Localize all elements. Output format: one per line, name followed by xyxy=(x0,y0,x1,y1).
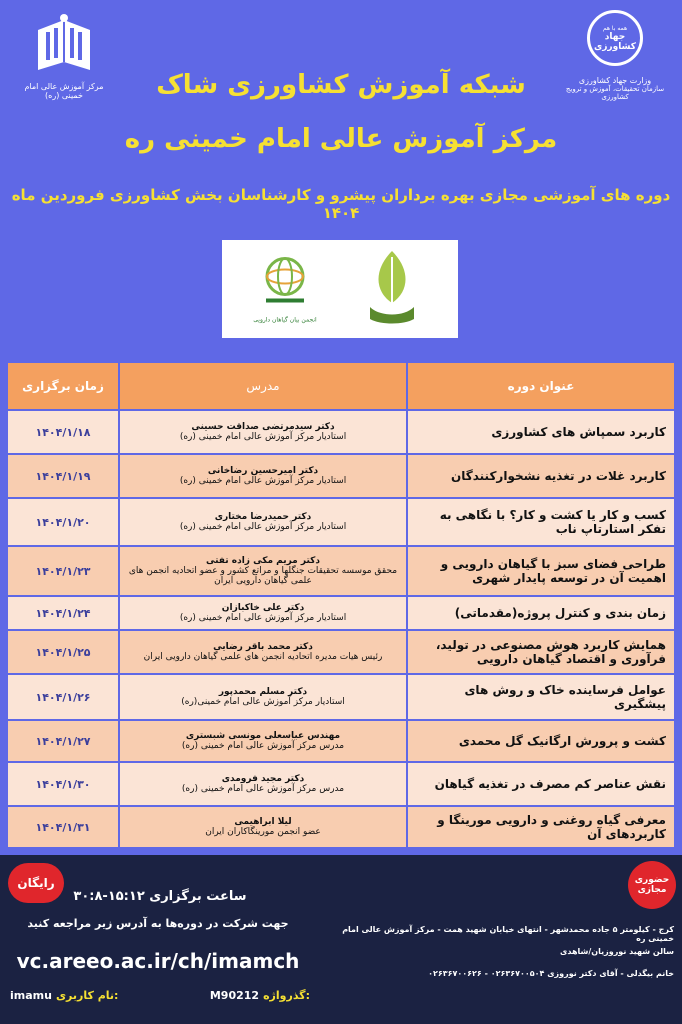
table-row xyxy=(8,499,674,547)
mode-badge xyxy=(628,861,676,909)
teacher-cell xyxy=(118,675,408,719)
table-row xyxy=(8,597,674,631)
teacher-cell xyxy=(118,547,408,595)
center-title: مرکز آموزش عالی امام خمینی ره xyxy=(124,124,558,154)
teacher-name: دکتر علی خاکبازان xyxy=(221,603,305,613)
teacher-role: مدرس مرکز آموزش عالی امام خمینی (ره) xyxy=(181,784,345,794)
course-title: همایش کاربرد هوش مصنوعی در تولید، فرآوری و اقتصاد گیاهان دارویی xyxy=(435,638,666,666)
course-date: ۱۴۰۴/۱/۲۶ xyxy=(35,690,91,704)
course-date: ۱۴۰۴/۱/۱۹ xyxy=(35,469,91,483)
course-date: ۱۴۰۴/۱/۲۰ xyxy=(35,515,91,529)
table-row xyxy=(8,455,674,499)
teacher-role: استادیار مرکز آموزش عالی امام خمینی(ره) xyxy=(181,697,345,707)
institute-logo-text: مرکز آموزش عالی امام خمینی (ره) xyxy=(24,82,104,100)
course-title: کشت و پرورش ارگانیک گل محمدی xyxy=(458,734,666,748)
teacher-name: دکتر محمد باقر رضایی xyxy=(213,642,313,652)
course-date: ۱۴۰۴/۱/۲۷ xyxy=(35,734,91,748)
leaf-hands-icon xyxy=(362,247,422,327)
teacher-name: دکتر سیدمرتضی صداقت حسینی xyxy=(191,422,335,432)
header-teacher: مدرس xyxy=(118,363,408,409)
teacher-name: دکتر امیرحسین رضاخانی xyxy=(207,466,319,476)
teacher-cell xyxy=(118,455,408,497)
leaf-hands-logo xyxy=(362,247,422,331)
course-date: ۱۴۰۴/۱/۲۴ xyxy=(35,606,91,620)
teacher-name: دکتر حمیدرضا مختاری xyxy=(214,512,312,522)
teacher-cell xyxy=(118,721,408,761)
register-note: جهت شرکت در دوره‌ها به آدرس زیر مراجعه کنید xyxy=(27,917,289,930)
course-date: ۱۴۰۴/۱/۳۱ xyxy=(35,820,91,834)
table-row xyxy=(8,807,674,849)
credentials xyxy=(10,989,310,1002)
course-title: زمان بندی و کنترل پروژه(مقدماتی) xyxy=(454,606,666,620)
jihad-logo-name: جهاد کشاورزی xyxy=(594,31,636,52)
jihad-logo-icon xyxy=(587,10,643,66)
address-line-1: کرج - کیلومتر ۵ جاده محمدشهر - انتهای خیابان شهید همت - مرکز آموزش عالی امام خمینی ره xyxy=(342,925,674,943)
address-line-2: سالن شهید نوروزیان/شاهدی xyxy=(559,947,674,956)
table-header-row xyxy=(8,363,674,411)
teacher-cell xyxy=(118,763,408,805)
username-label: نام کاربری: xyxy=(55,989,119,1002)
mode-badge-line1: حضوری xyxy=(634,875,670,885)
teacher-cell xyxy=(118,411,408,453)
table-row xyxy=(8,763,674,807)
teacher-role: عضو انجمن مورینگاکاران ایران xyxy=(205,827,321,837)
teacher-name: مهندس عباسعلی مونسی شبستری xyxy=(185,731,341,741)
password-label: گذرواژه: xyxy=(263,989,310,1002)
free-badge-text: رایگان xyxy=(17,876,55,890)
teacher-role: استادیار مرکز آموزش عالی امام خمینی (ره) xyxy=(179,522,347,532)
course-title: کاربرد غلات در تغذیه نشخوارکنندگان xyxy=(450,469,666,483)
teacher-role: استادیار مرکز آموزش عالی امام خمینی (ره) xyxy=(179,613,347,623)
table-row xyxy=(8,675,674,721)
herbal-society-logo xyxy=(240,255,330,324)
herbal-society-text: انجمن بیان گیاهان دارویی xyxy=(253,316,317,324)
teacher-name: دکتر مجید فرومدی xyxy=(221,774,305,784)
course-date: ۱۴۰۴/۱/۲۳ xyxy=(35,564,91,578)
teacher-cell xyxy=(118,631,408,673)
teacher-role: مدرس مرکز آموزش عالی امام خمینی (ره) xyxy=(181,741,345,751)
table-row xyxy=(8,411,674,455)
teacher-name: دکتر مسلم محمدپور xyxy=(218,687,308,697)
teacher-cell xyxy=(118,597,408,629)
teacher-role: استادیار مرکز آموزش عالی امام خمینی (ره) xyxy=(179,476,347,486)
course-title: کسب و کار یا کشت و کار؟ با نگاهی به تفکر استارتاپ ناب xyxy=(439,508,666,536)
ministry-name: وزارت جهاد کشاورزی xyxy=(578,76,652,85)
course-title: کاربرد سمپاش های کشاورزی xyxy=(491,425,666,439)
username-value: imamu xyxy=(10,989,52,1002)
course-title: نقش عناصر کم مصرف در تغذیه گیاهان xyxy=(434,777,666,791)
course-title: طراحی فضای سبز با گیاهان دارویی و اهمیت آن در توسعه پایدار شهری xyxy=(440,557,666,585)
teacher-cell xyxy=(118,499,408,545)
registration-url[interactable]: vc.areeo.ac.ir/ch/imamch xyxy=(16,949,300,973)
teacher-role: محقق موسسه تحقیقات جنگلها و مراتع کشور و عضو اتحادیه انجمن های علمی گیاهان دارویی ایران xyxy=(128,566,398,586)
teacher-role: استادیار مرکز آموزش عالی امام خمینی (ره) xyxy=(179,432,347,442)
courses-subtitle: دوره های آموزشی مجازی بهره برداران پیشرو و کارشناسان بخش کشاورزی فروردین ماه ۱۴۰۴ xyxy=(11,186,671,222)
course-date: ۱۴۰۴/۱/۳۰ xyxy=(35,777,91,791)
table-row xyxy=(8,547,674,597)
course-title: معرفی گیاه روغنی و دارویی مورینگا و کاربردهای آن xyxy=(437,813,666,841)
jihad-logo-header: همه با هم xyxy=(602,24,628,32)
table-row xyxy=(8,721,674,763)
course-date: ۱۴۰۴/۱/۲۵ xyxy=(35,645,91,659)
herbal-society-icon xyxy=(250,255,320,313)
teacher-role: رئیس هیات مدیره اتحادیه انجمن های علمی گیاهان دارویی ایران xyxy=(143,652,383,662)
courses-table xyxy=(8,363,674,849)
organization-name: سازمان تحقیقات، آموزش و ترویج کشاورزی xyxy=(565,85,665,101)
book-logo-icon xyxy=(18,12,110,78)
teacher-name: لیلا ابراهیمی xyxy=(234,817,292,827)
partner-logos xyxy=(222,240,458,338)
teacher-cell xyxy=(118,807,408,847)
network-title: شبکه آموزش کشاورزی شاک xyxy=(156,70,526,100)
mode-badge-line2: مجازی xyxy=(637,885,667,895)
table-row xyxy=(8,631,674,675)
header-course: عنوان دوره xyxy=(507,379,575,393)
teacher-name: دکتر مریم مکی زاده تفتی xyxy=(206,556,321,566)
header-date: زمان برگزاری xyxy=(22,379,104,393)
contact-line: خانم بیگدلی - آقای دکتر نوروزی ۰۲۶۳۶۷۰۰۵۰۴ - ۰۲۶۳۶۷۰۰۶۲۶ xyxy=(428,969,674,978)
password-value: M90212 xyxy=(209,989,260,1002)
course-date: ۱۴۰۴/۱/۱۸ xyxy=(35,425,91,439)
session-time: ساعت برگزاری ۱۵:۱۲-۳۰:۸ xyxy=(73,889,247,904)
course-title: عوامل فرساینده خاک و روش های پیشگیری xyxy=(464,683,666,711)
footer xyxy=(0,855,682,1024)
